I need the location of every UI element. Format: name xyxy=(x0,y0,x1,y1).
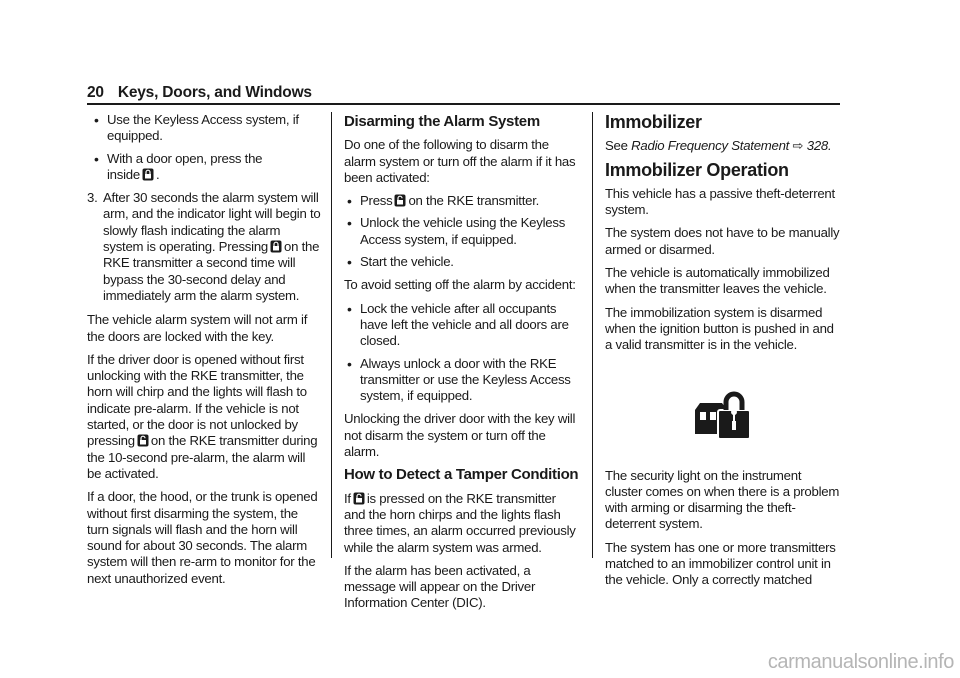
unlock-button-icon xyxy=(353,492,365,505)
list-item: • Unlock the vehicle using the Keyless Access system, if equipped. xyxy=(347,215,566,247)
lock-button-icon xyxy=(142,168,154,181)
paragraph: The system does not have to be manually armed or disarmed. xyxy=(605,225,840,257)
paragraph: Unlocking the driver door with the key will not disarm the system or turn off the alarm. xyxy=(344,411,576,460)
paragraph: To avoid setting off the alarm by accident: xyxy=(344,277,576,293)
step-3: 3. After 30 seconds the alarm system will arm, and the indicator light will begin to slowly flash indicating the alarm system is operating. Pressing on the RKE transmitter a second time will bypass the 30-second delay and immediately arm the alarm system. xyxy=(87,190,321,303)
paragraph: If the driver door is opened without first unlocking with the RKE transmitter, the horn will chirp and the lights will flash to indicate pre-alarm. If the vehicle is not started, or the door is not unlocked by pressing on the RKE transmitter during the 10-second pre-alarm, the alarm will be activated. xyxy=(87,351,318,481)
page-header xyxy=(87,84,840,104)
column-2 xyxy=(344,112,580,619)
paragraph: The immobilization system is disarmed when the ignition button is pushed in and a valid transmitter is in the vehicle. xyxy=(605,304,834,353)
column-1 xyxy=(87,112,321,594)
page-number: 20 xyxy=(87,84,104,101)
section-heading: Immobilizer xyxy=(605,112,702,132)
paragraph: Do one of the following to disarm the alarm system or turn off the alarm if it has been activated: xyxy=(344,137,576,185)
security-light-icon xyxy=(692,390,754,442)
list-item: • Press on the RKE transmitter. xyxy=(347,193,540,210)
paragraph: This vehicle has a passive theft-deterrent system. xyxy=(605,185,835,218)
section-heading: Disarming the Alarm System xyxy=(344,113,540,130)
list-item: • Always unlock a door with the RKE transmitter or use the Keyless Access system, if equipped. xyxy=(347,355,571,404)
column-3 xyxy=(605,112,841,596)
unlock-button-icon xyxy=(137,434,149,447)
watermark: carmanualsonline.info xyxy=(767,651,954,673)
bullet-list xyxy=(344,301,580,405)
bullet-list xyxy=(344,193,580,270)
paragraph: If the alarm has been activated, a message will appear on the Driver Information Center (DIC). xyxy=(344,562,536,611)
column-divider xyxy=(592,112,593,558)
list-item: • Use the Keyless Access system, if equipped. xyxy=(94,112,299,144)
section-title: Keys, Doors, and Windows xyxy=(117,84,312,101)
section-heading: Immobilizer Operation xyxy=(605,159,789,180)
lock-button-icon xyxy=(270,240,282,253)
unlock-button-icon xyxy=(394,194,406,207)
list-item: • Start the vehicle. xyxy=(347,254,454,271)
list-item: • With a door open, press the inside . xyxy=(94,150,263,182)
paragraph: If a door, the hood, or the trunk is opened without first disarming the system, the turn signals will flash and the horn will sound for about 30 seconds. The alarm system will then re-arm to monitor for the next unauthorized event. xyxy=(87,489,318,586)
bullet-list xyxy=(87,112,321,183)
list-item: • Lock the vehicle after all occupants have left the vehicle and all doors are closed. xyxy=(347,300,569,349)
reference-page[interactable]: 328. xyxy=(806,138,832,154)
paragraph: If is pressed on the RKE transmitter and the horn chirps and the lights flash three times, an alarm occurred previously while the alarm system was armed. xyxy=(344,490,576,555)
paragraph: The vehicle alarm system will not arm if the doors are locked with the key. xyxy=(87,312,308,344)
paragraph: The system has one or more transmitters matched to an immobilizer control unit in the vehicle. Only a correctly matched xyxy=(605,539,836,588)
section-heading: How to Detect a Tamper Condition xyxy=(344,466,579,484)
column-divider xyxy=(331,112,332,558)
paragraph: The vehicle is automatically immobilized when the transmitter leaves the vehicle. xyxy=(605,265,830,297)
paragraph: The security light on the instrument cluster comes on when there is a problem with arming or disarming the theft-deterrent system. xyxy=(605,467,840,532)
reference-title[interactable]: Radio Frequency Statement xyxy=(631,138,790,154)
page-ref-arrow: ⇨ xyxy=(792,138,804,154)
header-rule xyxy=(87,103,840,105)
cross-reference: See Radio Frequency Statement ⇨ 328. xyxy=(605,138,832,154)
